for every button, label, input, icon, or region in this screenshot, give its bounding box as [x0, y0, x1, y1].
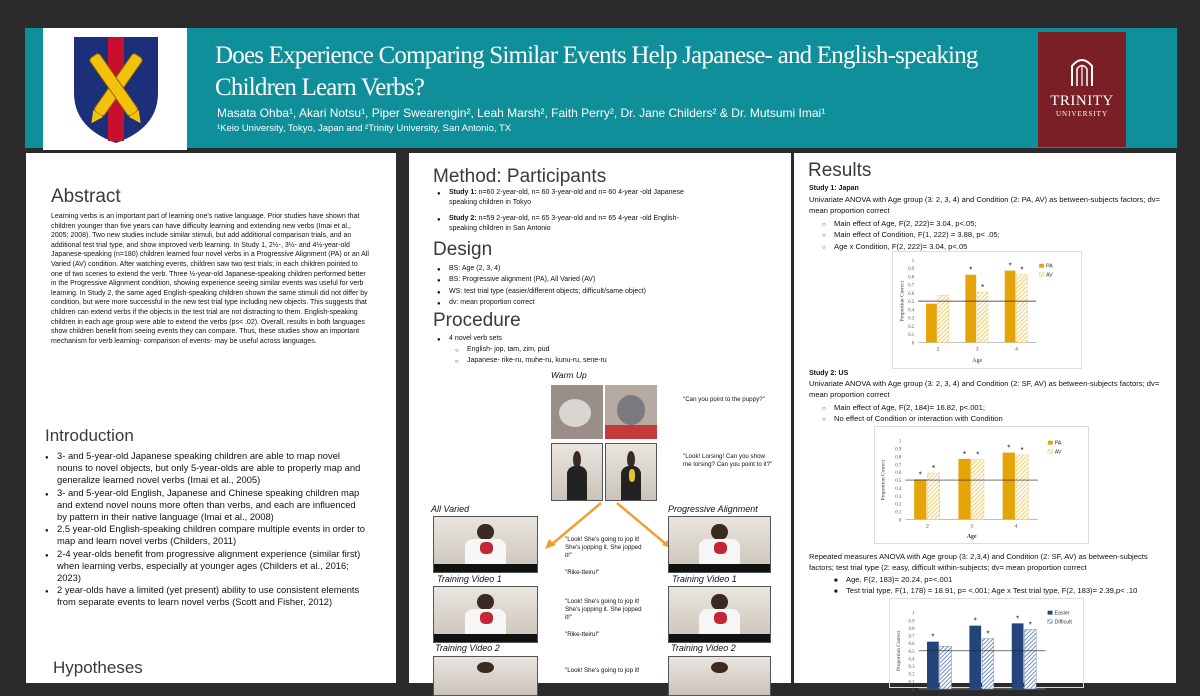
x-axis-label: Age [966, 534, 977, 541]
bar-easier-age-3 [969, 626, 981, 689]
y-tick-label: 0.2 [908, 672, 915, 678]
significance-star: * [932, 464, 936, 474]
bar-pa-age-4 [1005, 271, 1016, 343]
y-tick-label: 0.6 [895, 471, 902, 477]
bar-av-age-4 [1016, 455, 1028, 519]
method-heading: Method: Participants [433, 166, 607, 187]
list-item: ○ Main effect of Condition, F(1, 222) = 3.88, p< .05; [822, 229, 1152, 240]
x-tick-label: 3 [975, 346, 979, 353]
legend-label: AV [1045, 272, 1053, 279]
y-tick-label: 1 [898, 439, 902, 445]
all-varied-training-video-1 [433, 516, 538, 573]
y-tick-label: 0.9 [895, 447, 902, 453]
bar-easier-age-4 [1012, 623, 1024, 689]
study1-results-list [822, 218, 1152, 252]
bar-pa-age-3 [965, 275, 976, 343]
all-varied-training-video-2 [433, 586, 538, 643]
legend-label: PA [1045, 263, 1053, 270]
x-tick-label: 2 [926, 523, 929, 530]
significance-star: * [1028, 620, 1032, 630]
training-quote-1: "Look! She's going to jop it! She's jopping it. She jopped it!" [565, 536, 642, 559]
bar-av-age-4 [1016, 275, 1027, 343]
significance-star: * [973, 616, 977, 626]
procedure-heading: Procedure [433, 310, 521, 331]
design-list [437, 263, 737, 309]
y-axis-label: Proportion Correct [895, 630, 902, 671]
warmup-video-1 [551, 443, 603, 501]
y-tick-label: 0.8 [908, 626, 915, 632]
y-tick-label: 0.5 [908, 649, 915, 655]
y-tick-label: 0.6 [908, 291, 915, 297]
bar-pa-age-3 [958, 459, 970, 520]
y-tick-label: 0.5 [895, 479, 902, 485]
y-axis-label: Proportion Correct [880, 459, 887, 501]
introduction-list [45, 450, 365, 609]
legend-swatch [1048, 611, 1053, 615]
study1-label: Study 1: [449, 189, 477, 196]
y-tick-label: 0.8 [908, 275, 915, 281]
y-tick-label: 1 [912, 611, 915, 617]
list-item [437, 188, 697, 207]
training-quote-3: "Look! She's going to jop it! [565, 667, 640, 674]
trinity-name: TRINITY [1050, 93, 1114, 109]
procedure-list [437, 333, 737, 344]
study2-title: Study 2: US [809, 370, 849, 377]
test-trial-chart [889, 598, 1084, 696]
y-tick-label: 0.5 [908, 300, 915, 306]
column-right [794, 153, 1176, 696]
y-tick-label: 0.9 [908, 619, 915, 625]
list-item: ● WS: test trial type (easier/different objects; difficult/same object) [437, 286, 737, 297]
study2-chart [874, 426, 1089, 544]
list-item: ■ Test trial type, F(1, 178) = 18.91, p= <.001; Age x Test trial type, F(2, 183)= 2.39,p< .10 [834, 585, 1164, 596]
abstract-heading: Abstract [51, 186, 121, 207]
y-tick-label: 0.7 [908, 634, 915, 640]
study2-text: n=59 2-year-old, n= 65 3-year-old and n= 65 4-year -old English-speaking children in San Antonio [449, 215, 679, 232]
bar-pa-age-4 [1003, 453, 1015, 520]
bar-av-age-3 [972, 460, 984, 520]
abstract-text: Learning verbs is an important part of learning one's native language. Prior studies have shown that children younger than five years can have difficulty learning and extending new verbs (Imai et al., 2005; 2008). Two new studies include similar stimuli, but add additional comparison trials, and an additional test trial type, and show improved verb learning. In Study 1, 2½-, 3½- and 4½-year-old Japanese-speaking (n=180) children learned four novel verbs in a Progressive Alignment (PA) or an All Varied (AV) condition. After watching events, children saw two test trials; in each children pointed to one of two scenes to extend the verb. Three ½-year-old Japanese-speaking children performed better in the Progressive Alignment condition, showing experience seeing similar events was useful for verb learning. In Study 2, the same aged English-speaking children shown the same stimuli did not differ by condition, but were more successful in the new test trial type including new objects. This suggests that children can extend verbs if the objects in the test trial are not distracting to them. English-speaking children in each age group were able to extend the verbs (ps< .02). Overall, results in both languages show children benefit from seeing events they can compare. Thus, these studies show an important mechanism for verb learning- comparison of events- may be useful across languages. [51, 213, 369, 345]
legend-swatch [1048, 441, 1053, 445]
list-item: ● 2-4 year-olds benefit from progressive alignment experience (similar first) when learning verbs, especially at younger ages (Childers et al., 2016; 2023) [45, 548, 365, 585]
x-tick-label: 3 [970, 523, 974, 530]
study2-text: Univariate ANOVA with Age group (3: 2, 3, 4) and Condition (2: SF, AV) as between-subjects factors; dv= mean proportion correct [809, 379, 1160, 399]
column-middle [409, 153, 791, 683]
bar-difficult-age-4 [1024, 629, 1036, 688]
participants-list [437, 188, 697, 233]
warmup-photo-dog-2 [605, 385, 657, 439]
list-item [437, 214, 697, 233]
introduction-heading: Introduction [45, 426, 134, 445]
x-tick-label: 4 [1015, 346, 1018, 353]
warmup-quote-2: "Look! Lorsing! Can you show me lorsing? Can you point to it?" [683, 453, 773, 468]
training-video-2-label-right: Training Video 2 [671, 643, 736, 653]
warmup-photo-dog-1 [551, 385, 603, 439]
study1-text: n=60 2-year-old, n= 60 3-year-old and n= 60 4-year -old Japanese speaking children in Tokyo [449, 189, 684, 206]
significance-star: * [931, 632, 935, 642]
y-axis-label: Proportion Correct [899, 280, 906, 322]
hypotheses-heading: Hypotheses [53, 658, 143, 677]
trinity-logo [1038, 32, 1126, 147]
results-heading: Results [808, 160, 872, 181]
legend-swatch [1048, 620, 1053, 624]
bar-difficult-age-3 [982, 639, 994, 689]
all-varied-label: All Varied [431, 504, 470, 514]
affiliations: ¹Keio University, Tokyo, Japan and ²Trinity University, San Antonio, TX [217, 123, 512, 134]
x-axis-label: Age [972, 358, 983, 365]
legend-label: AV [1054, 449, 1062, 456]
training-quote-2: "Look! She's going to jop it! She's jopping it. She jopped it!" [565, 598, 642, 621]
y-tick-label: 0.3 [908, 316, 915, 322]
significance-star: * [963, 449, 967, 459]
progressive-training-video-3 [668, 656, 771, 696]
authors: Masata Ohba¹, Akari Notsu¹, Piper Swearengin², Leah Marsh², Faith Perry², Dr. Jane Childers² & Dr. Mutsumi Imai¹ [217, 106, 826, 120]
arrow-left-head [545, 539, 556, 549]
title-line-1: Does Experience Comparing Similar Events Help Japanese- and English-speaking [215, 42, 978, 69]
progressive-alignment-label: Progressive Alignment [668, 504, 758, 514]
y-tick-label: 0.7 [908, 283, 915, 289]
y-tick-label: 0.4 [895, 486, 902, 492]
warmup-quote-1: "Can you point to the puppy?" [683, 396, 765, 403]
study1-title: Study 1: Japan [809, 185, 859, 192]
significance-star: * [1008, 261, 1012, 271]
y-tick-label: 0.8 [895, 455, 902, 461]
poster-title [215, 40, 1025, 104]
y-tick-label: 0.1 [908, 333, 915, 339]
repeated-measures-list [834, 574, 1164, 597]
shield-icon [70, 33, 162, 145]
training-video-1-label-right: Training Video 1 [672, 574, 737, 584]
progressive-training-video-1 [668, 516, 771, 573]
significance-star: * [1016, 614, 1020, 624]
list-item: ■ Age, F(2, 183)= 20.24, p=<.001 [834, 574, 1164, 585]
significance-star: * [981, 283, 985, 293]
list-item: ○ Main effect of Age, F(2, 184)= 16.82, p<.001; [822, 402, 1152, 413]
significance-star: * [1020, 265, 1024, 275]
significance-star: * [1020, 445, 1024, 455]
bar-av-age-3 [977, 292, 988, 342]
significance-star: * [969, 265, 973, 275]
legend-swatch [1048, 450, 1053, 454]
y-tick-label: 0.9 [908, 267, 915, 273]
training-quote-1-japanese: "Rike-tteiru!" [565, 569, 600, 576]
significance-star: * [1007, 443, 1011, 453]
training-quote-2-japanese: "Rike-tteiru!" [565, 631, 600, 638]
study2-results-list [822, 402, 1152, 425]
y-tick-label: 0.6 [908, 642, 915, 648]
y-tick-label: 0 [912, 687, 915, 693]
y-tick-label: 0 [898, 518, 902, 524]
warm-up-label: Warm Up [551, 370, 587, 380]
y-tick-label: 0.4 [908, 308, 915, 314]
verb-sets-list [455, 344, 735, 367]
list-item: ● 4 novel verb sets [437, 333, 737, 344]
y-tick-label: 0.2 [895, 502, 902, 508]
x-tick-label: 2 [936, 346, 940, 353]
progressive-training-video-2 [668, 586, 771, 643]
list-item: ○ English- jop, tam, zim, pud [455, 344, 735, 355]
significance-star: * [976, 450, 980, 460]
trinity-subtitle: UNIVERSITY [1056, 110, 1108, 118]
all-varied-training-video-3 [433, 656, 538, 696]
y-tick-label: 0.1 [908, 680, 915, 686]
x-tick-label: 3 [980, 692, 984, 696]
list-item: ○ No effect of Condition or interaction with Condition [822, 413, 1152, 424]
y-tick-label: 0.3 [908, 665, 915, 671]
legend-label: Easier [1054, 610, 1070, 617]
list-item: ● 3- and 5-year-old Japanese speaking children are able to map novel nouns to novel objects, but only 5-year-olds are able to properly map and generalize learned novel verbs (Imai et al., 2005) [45, 450, 365, 487]
list-item: ● BS: Age (2, 3, 4) [437, 263, 737, 274]
list-item: ● dv: mean proportion correct [437, 297, 737, 308]
legend-label: Difficult [1054, 619, 1072, 626]
y-tick-label: 0.7 [895, 463, 902, 469]
list-item: ● 2.5 year-old English-speaking children compare multiple events in order to map and learn novel verbs (Childers, 2011) [45, 523, 365, 547]
bar-av-age-2 [938, 295, 949, 342]
study1-chart [892, 251, 1082, 369]
study1-text: Univariate ANOVA with Age group (3: 2, 3, 4) and Condition (2: PA, AV) as between-subjects factors; dv= mean proportion correct [809, 195, 1160, 215]
list-item: ○ Age x Condition, F(2, 222)= 3.04, p<.05 [822, 241, 1152, 252]
training-video-1-label-left: Training Video 1 [437, 574, 502, 584]
significance-star: * [918, 470, 922, 480]
y-tick-label: 0.3 [895, 494, 902, 500]
keio-logo [43, 28, 187, 150]
list-item: ● 2 year-olds have a limited (yet present) ability to use consistent elements from separate events to learn novel verbs (Scott and Fisher, 2012) [45, 584, 365, 608]
y-tick-label: 1 [911, 258, 915, 264]
warmup-video-2 [605, 443, 657, 501]
list-item: ○ Main effect of Age, F(2, 222)= 3.04, p<.05; [822, 218, 1152, 229]
bar-easier-age-2 [927, 642, 939, 689]
repeated-measures-text: Repeated measures ANOVA with Age group (3: 2,3,4) and Condition (2: SF, AV) as between-subjects factors; test trial type (2: easy, difficult within-subjects; dv= mean proportion correct [809, 552, 1148, 572]
y-tick-label: 0.4 [908, 657, 915, 663]
y-tick-label: 0 [911, 341, 915, 347]
title-line-2: Children Learn Verbs? [215, 74, 425, 101]
column-left [26, 153, 396, 683]
x-tick-label: 4 [1023, 692, 1026, 696]
x-tick-label: 2 [938, 692, 942, 696]
training-video-2-label-left: Training Video 2 [435, 643, 500, 653]
y-tick-label: 0.1 [895, 510, 902, 516]
design-heading: Design [433, 239, 493, 260]
legend-swatch [1039, 273, 1044, 277]
list-item: ● 3- and 5-year-old English, Japanese and Chinese speaking children map and extend novel nouns more often than verbs, and each are influenced by pattern in their native language (Imai et al., 2008) [45, 487, 365, 524]
trinity-emblem-icon [1068, 54, 1096, 88]
bar-difficult-age-2 [940, 646, 952, 689]
x-tick-label: 4 [1014, 523, 1018, 530]
significance-star: * [986, 629, 990, 639]
legend-label: PA [1054, 440, 1062, 447]
bar-pa-age-2 [914, 479, 926, 519]
y-tick-label: 0.2 [908, 324, 915, 330]
bar-pa-age-2 [926, 304, 937, 343]
list-item: ● BS: Progressive alignment (PA), All Varied (AV) [437, 274, 737, 285]
list-item: ○ Japanese- rike-ru, muhe-ru, kunu-ru, sene-ru [455, 355, 735, 366]
legend-swatch [1039, 264, 1044, 268]
study2-label: Study 2: [449, 215, 477, 223]
